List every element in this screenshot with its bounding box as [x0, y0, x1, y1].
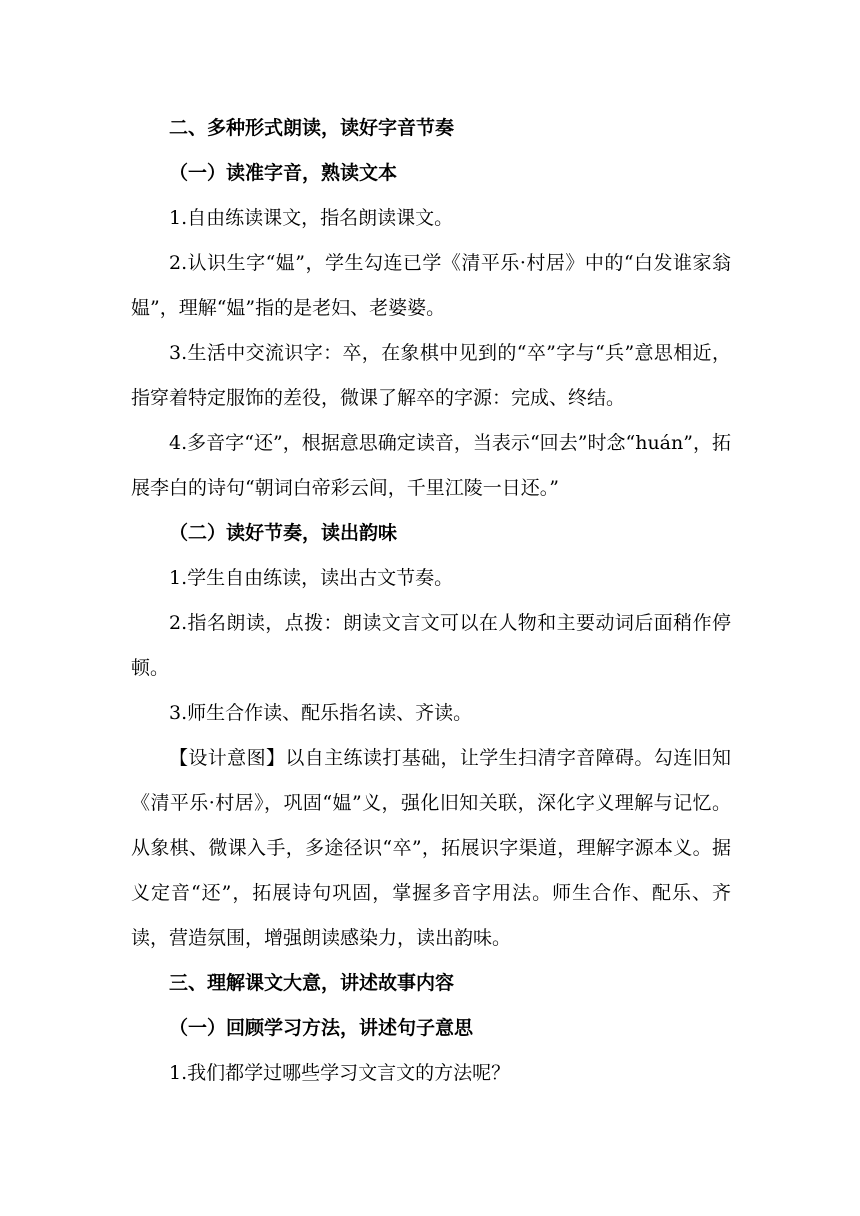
paragraph: 3.师生合作读、配乐指名读、齐读。	[169, 702, 473, 724]
subsection-heading: （一）回顾学习方法，讲述句子意思	[169, 1017, 474, 1039]
paragraph: 3.生活中交流识字：卒，在象棋中见到的“卒”字与“兵”意思相近，指穿着特定服饰的差役，微课了解卒的字源：完成、终结。	[131, 342, 731, 409]
paragraph: 1.学生自由练读，读出古文节奏。	[169, 567, 454, 589]
subsection-heading: （一）读准字音，熟读文本	[169, 162, 398, 184]
document-body	[131, 106, 731, 1096]
paragraph: 1.我们都学过哪些学习文言文的方法呢？	[169, 1062, 511, 1084]
section-heading: 二、多种形式朗读，读好字音节奏	[169, 117, 455, 139]
subsection-heading: （二）读好节奏，读出韵味	[169, 522, 398, 544]
section-heading: 三、理解课文大意，讲述故事内容	[169, 972, 455, 994]
paragraph: 2.认识生字“媪”，学生勾连已学《清平乐·村居》中的“白发谁家翁媪”，理解“媪”指的是老妇、老婆婆。	[131, 252, 731, 319]
paragraph: 4.多音字“还”，根据意思确定读音，当表示“回去”时念“huán”，拓展李白的诗句“朝词白帝彩云间，千里江陵一日还。”	[131, 432, 731, 499]
paragraph: 1.自由练读课文，指名朗读课文。	[169, 207, 454, 229]
design-intent-paragraph: 【设计意图】以自主练读打基础，让学生扫清字音障碍。勾连旧知《清平乐·村居》，巩固“媪”义，强化旧知关联，深化字义理解与记忆。从象棋、微课入手，多途径识“卒”，拓展识字渠道，理解字源本义。据义定音“还”，拓展诗句巩固，掌握多音字用法。师生合作、配乐、齐读，营造氛围，增强朗读感染力，读出韵味。	[131, 747, 731, 949]
paragraph: 2.指名朗读，点拨：朗读文言文可以在人物和主要动词后面稍作停顿。	[131, 612, 731, 679]
